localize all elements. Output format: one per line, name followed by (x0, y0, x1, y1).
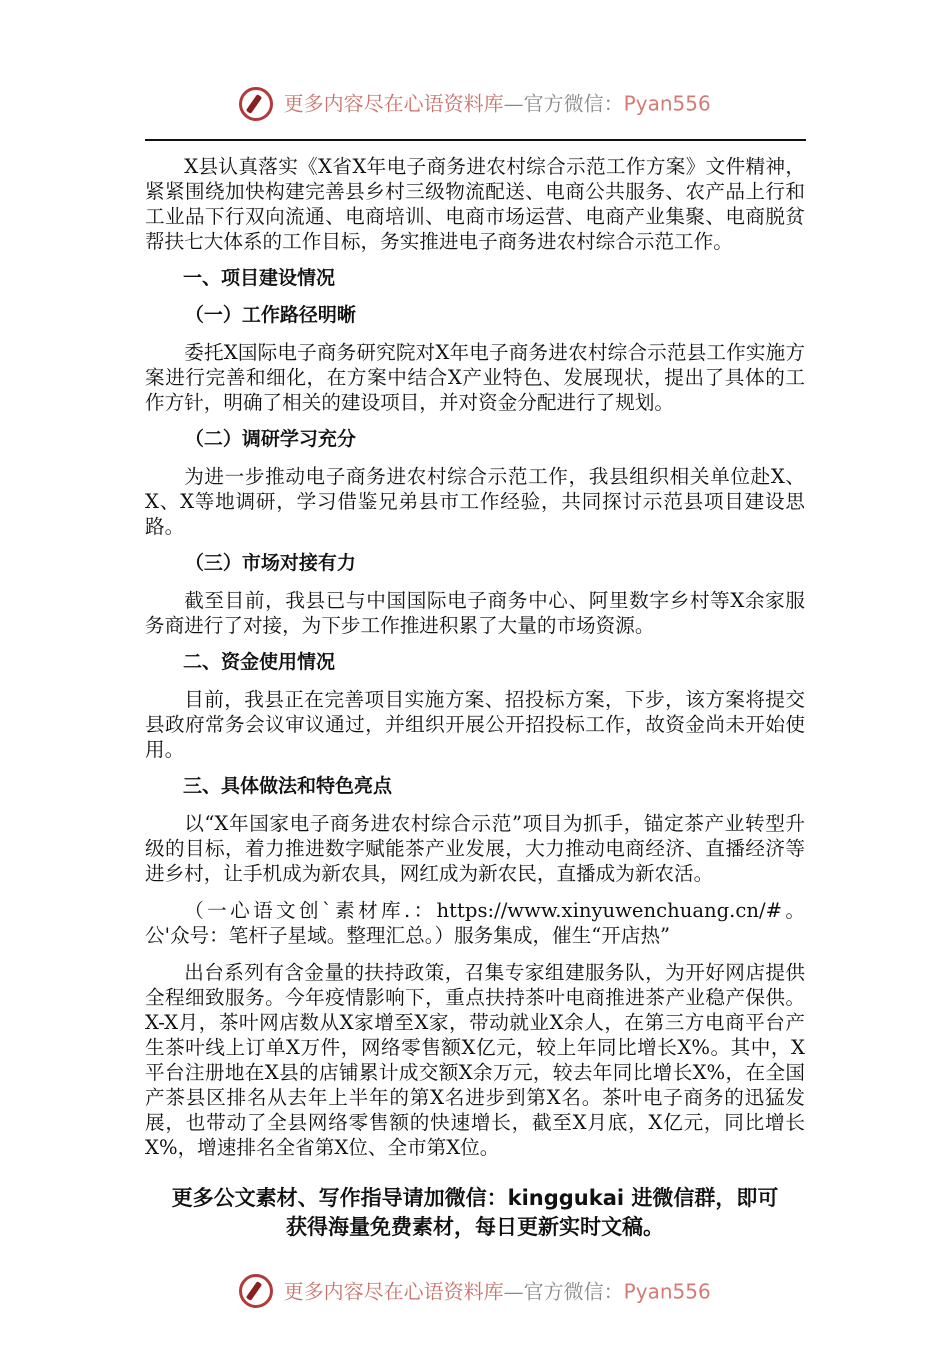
section-heading-1: 一、项目建设情况 (183, 266, 336, 289)
pen-logo-icon (239, 1274, 273, 1308)
banner-title: 更多内容尽在心语资料库 (283, 91, 504, 116)
paragraph-3-2: （一心语文创`素材库.：https://www.xinyuwenchuang.cn/#。公'众号：笔杆子星域。整理汇总。）服务集成，催生“开店热” (145, 898, 805, 947)
promo-line-2: 获得海量免费素材，每日更新实时文稿。 (286, 1214, 664, 1239)
banner-label: —官方微信： (503, 91, 624, 116)
promo-line-1: 更多公文素材、写作指导请加微信：kinggukai 进微信群，即可 (171, 1185, 779, 1210)
paragraph-3-1: 以“X年国家电子商务进农村综合示范”项目为抓手，锚定茶产业转型升级的目标，着力推进数字赋能茶产业发展，大力推动电商经济、直播经济等进乡村，让手机成为新农具，网红成为新农民，直播成为新农活。 (145, 811, 805, 885)
paragraph-1-1: 委托X国际电子商务研究院对X年电子商务进农村综合示范县工作实施方案进行完善和细化，在方案中结合X产业特色、发展现状，提出了具体的工作方针，明确了相关的建设项目，并对资金分配进行了规划。 (145, 340, 805, 414)
paragraph-1-3: 截至目前，我县已与中国国际电子商务中心、阿里数字乡村等X余家服务商进行了对接，为下步工作推进积累了大量的市场资源。 (145, 588, 805, 637)
banner-wechat-id: Pyan556 (623, 1279, 711, 1303)
section-heading-2: 二、资金使用情况 (183, 650, 336, 673)
paragraph-3-3: 出台系列有含金量的扶持政策，召集专家组建服务队，为开好网店提供全程细致服务。今年疫情影响下，重点扶持茶叶电商推进茶产业稳产保供。X-X月，茶叶网店数从X家增至X家，带动就业X余人，在第三方电商平台产生茶叶线上订单X万件，网络零售额X亿元，较上年同比增长X%。其中，X平台注册地在X县的店铺累计成交额X余万元，较去年同比增长X%，在全国产茶县区排名从去年上半年的第X名进步到第X名。茶叶电子商务的迅猛发展，也带动了全县网络零售额的快速增长，截至X月底，X亿元，同比增长X%，增速排名全省第X位、全市第X位。 (145, 960, 805, 1159)
banner-wechat-id: Pyan556 (623, 91, 711, 116)
banner-label: —官方微信： (503, 1279, 624, 1303)
subsection-heading-1-2: （二）调研学习充分 (184, 427, 356, 450)
promo-footer (145, 1184, 805, 1242)
paragraph-1-2: 为进一步推动电子商务进农村综合示范工作，我县组织相关单位赴X、X、X等地调研，学习借鉴兄弟县市工作经验，共同探讨示范县项目建设思路。 (145, 464, 805, 538)
pen-logo-icon (239, 87, 273, 121)
subsection-heading-1-3: （三）市场对接有力 (184, 551, 356, 574)
header-divider (145, 139, 806, 141)
document-body (145, 154, 805, 1160)
banner-title: 更多内容尽在心语资料库 (283, 1279, 504, 1303)
section-heading-3: 三、具体做法和特色亮点 (183, 774, 393, 797)
footer-watermark-banner (0, 1272, 950, 1310)
header-watermark-banner (0, 84, 950, 122)
subsection-heading-1-1: （一）工作路径明晰 (184, 303, 356, 326)
paragraph-2: 目前，我县正在完善项目实施方案、招投标方案，下步，该方案将提交县政府常务会议审议通过，并组织开展公开招投标工作，故资金尚未开始使用。 (145, 687, 805, 761)
intro-paragraph: X县认真落实《X省X年电子商务进农村综合示范工作方案》文件精神，紧紧围绕加快构建完善县乡村三级物流配送、电商公共服务、农产品上行和工业品下行双向流通、电商培训、电商市场运营、电商产业集聚、电商脱贫帮扶七大体系的工作目标，务实推进电子商务进农村综合示范工作。 (145, 154, 805, 253)
